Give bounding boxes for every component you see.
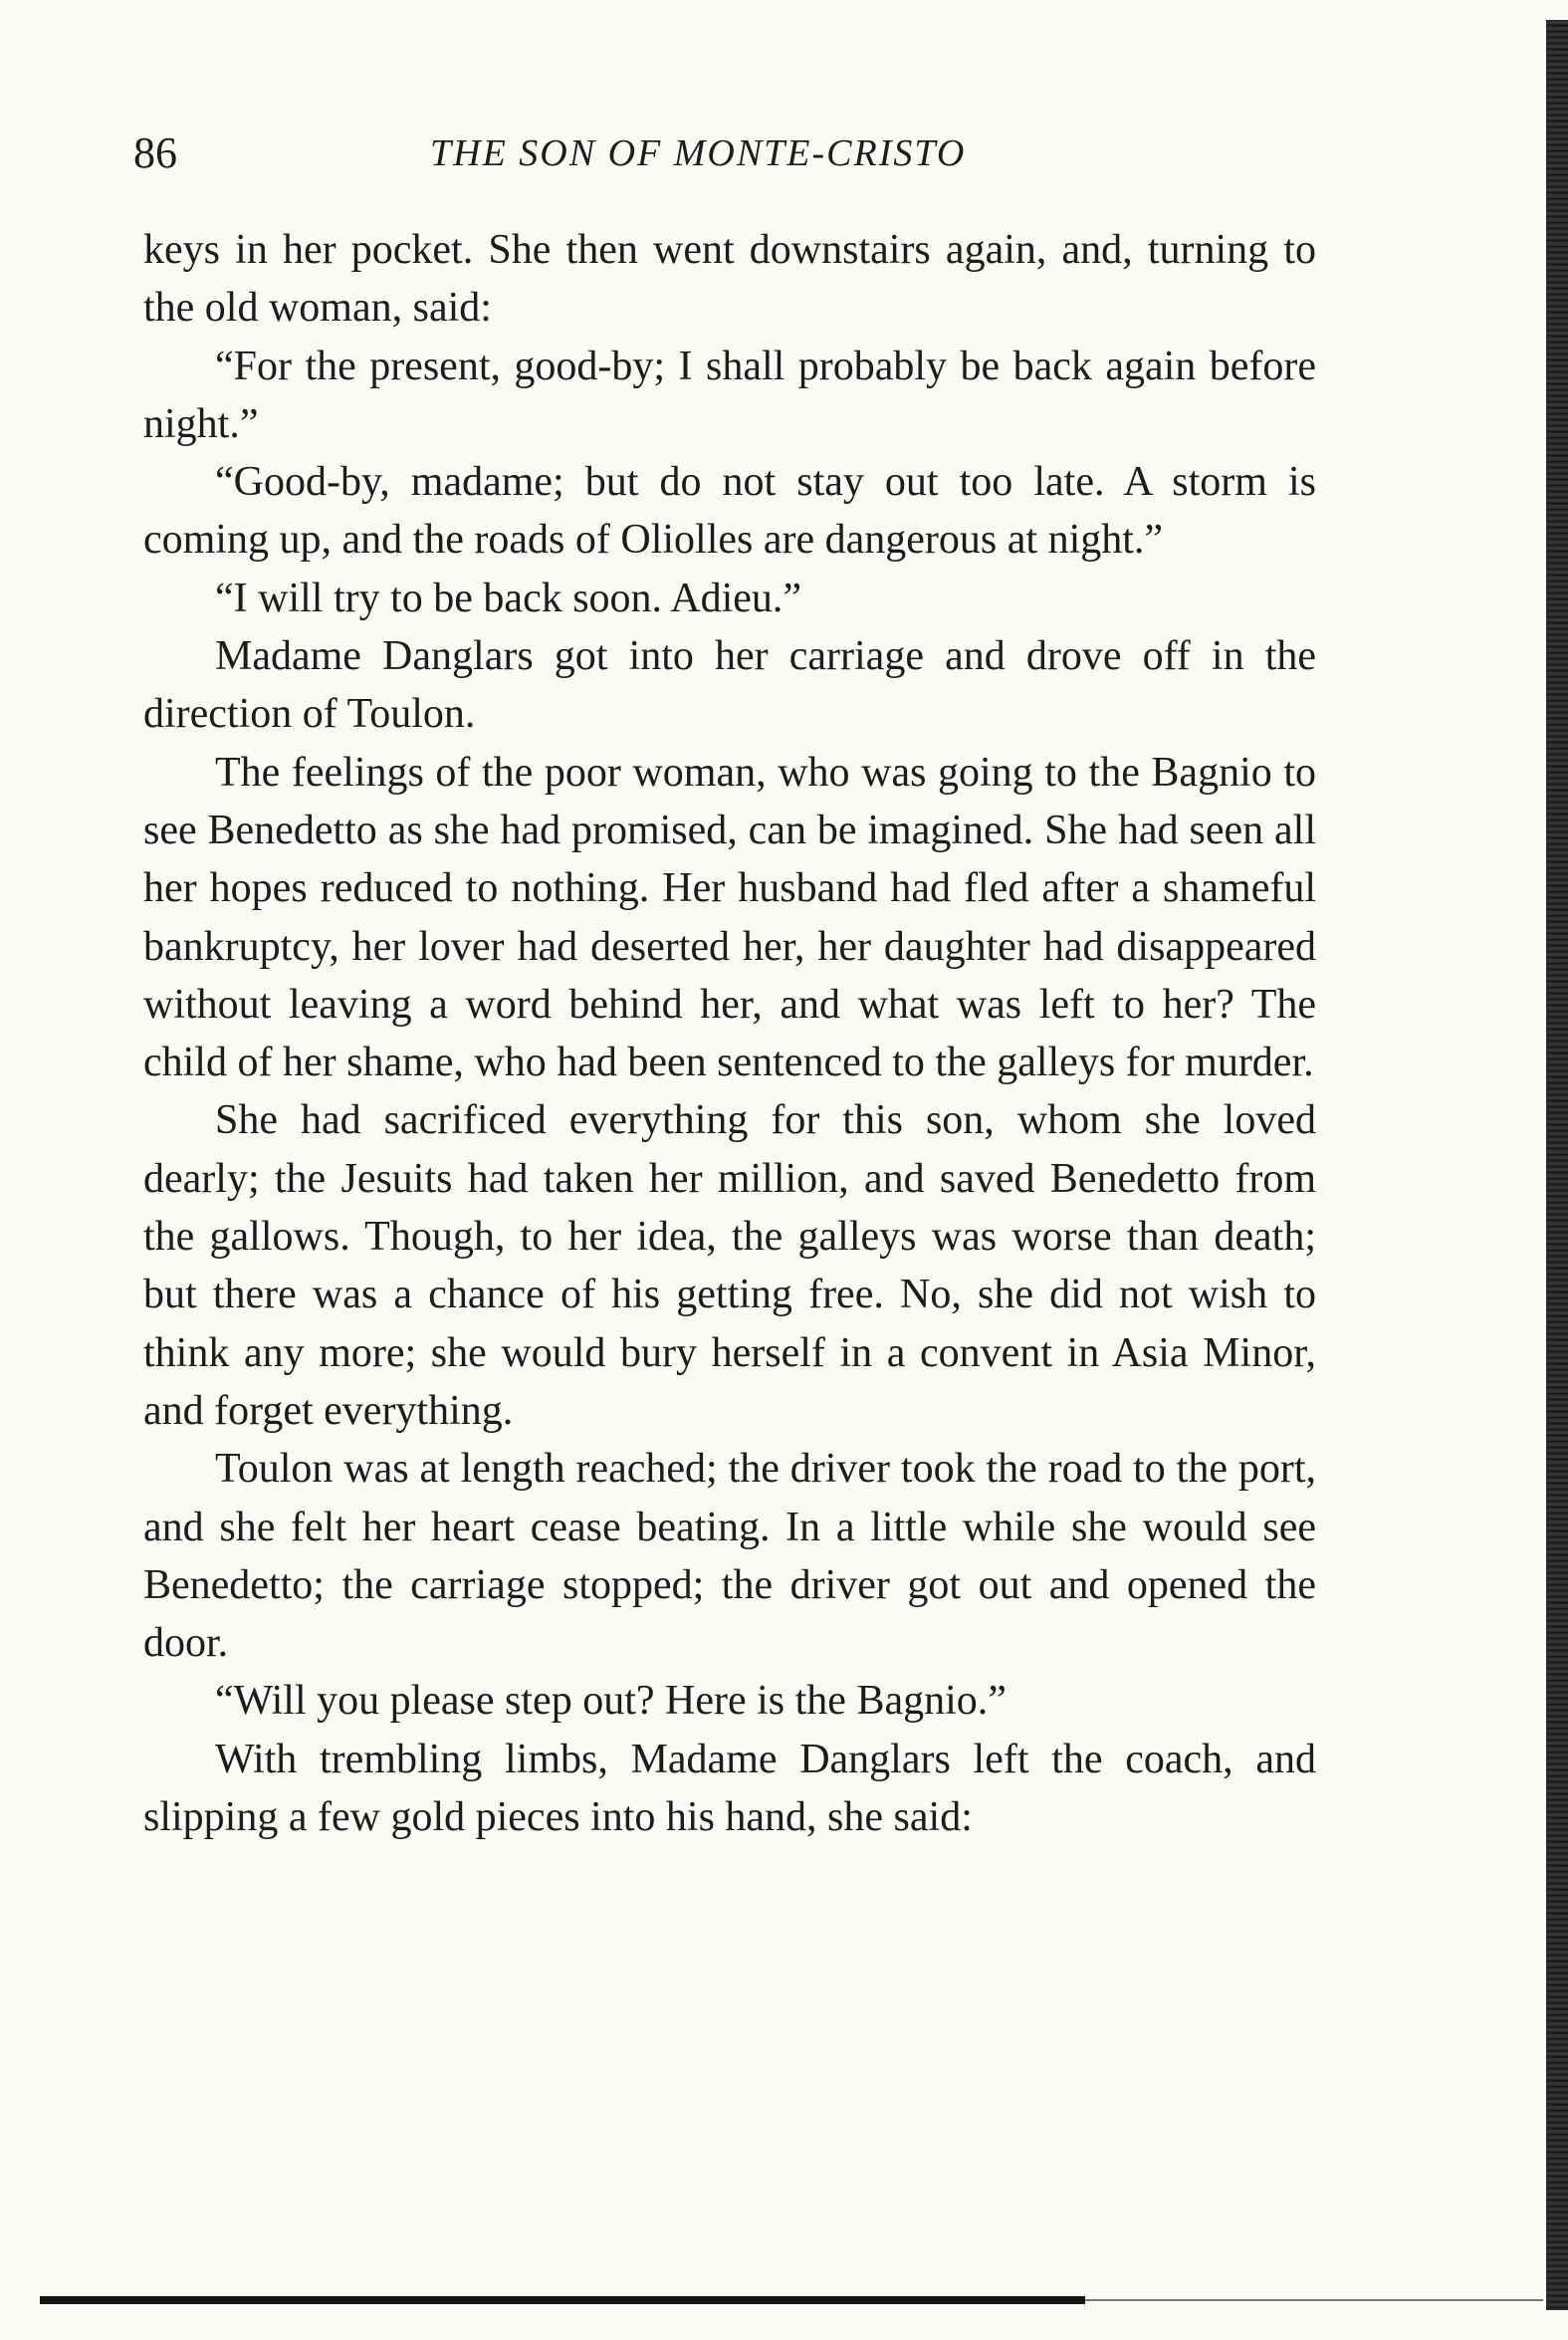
- paragraph: She had sacrificed everything for this son, whom she loved dearly; the Jesuits had taken her million, and saved Benedetto from the gallows. Though, to her idea, the galleys was worse than death; but there was a chance of his getting free. No, she did not wish to think any more; she would bury herself in a convent in Asia Minor, and forget everything.: [143, 1097, 1316, 1434]
- paragraph: keys in her pocket. She then went downstairs again, and, turning to the old woman, said:: [143, 227, 1316, 332]
- paragraph: Madame Danglars got into her carriage and drove off in the direction of Toulon.: [143, 633, 1316, 738]
- paragraph: “Will you please step out? Here is the Bagnio.”: [215, 1678, 1007, 1725]
- paragraph: “Good-by, madame; but do not stay out too late. A storm is coming up, and the roads of Oliolles are dangerous at night.”: [143, 459, 1316, 564]
- paragraph: “I will try to be back soon. Adieu.”: [215, 575, 802, 621]
- paragraph: The feelings of the poor woman, who was going to the Bagnio to see Benedetto as she had promised, can be imagined. She had seen all her hopes reduced to nothing. Her husband had fled after a shameful bankruptcy, her lover had deserted her, her daughter had disappeared without leaving a word behind her, and what was left to her? The child of her shame, who had been sentenced to the galleys for murder.: [143, 749, 1316, 1086]
- running-head: THE SON OF MONTE-CRISTO: [430, 132, 967, 174]
- bottom-edge-rule: [40, 2296, 1085, 2304]
- paragraph: “For the present, good-by; I shall probably be back again before night.”: [143, 343, 1316, 447]
- page-number: 86: [133, 128, 177, 177]
- bottom-edge-rule-thin: [1085, 2299, 1543, 2301]
- paragraph: With trembling limbs, Madame Danglars left the coach, and slipping a few gold pieces into his hand, she said:: [143, 1736, 1316, 1841]
- book-spine-edge: [1546, 20, 1568, 2310]
- paragraph: Toulon was at length reached; the driver took the road to the port, and she felt her heart cease beating. In a little while she would see Benedetto; the carriage stopped; the driver got out and opened the door.: [143, 1446, 1316, 1667]
- body-text: [143, 221, 1316, 1846]
- page-header: [133, 127, 1318, 187]
